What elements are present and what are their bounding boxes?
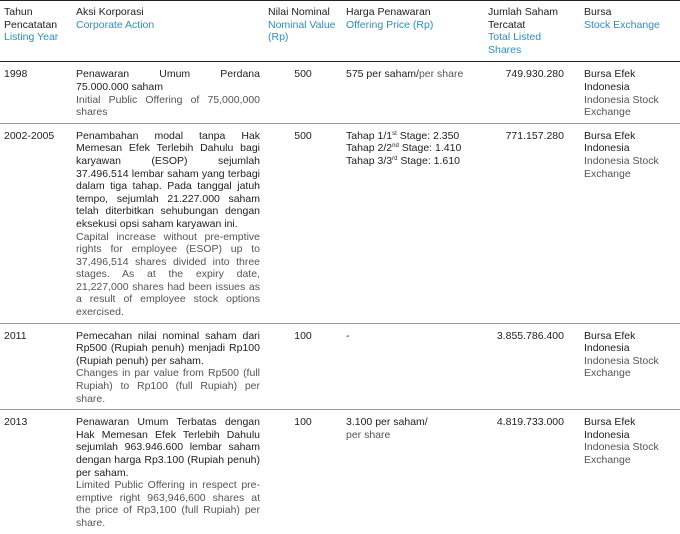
header-listed-shares: Jumlah Saham Tercatat Total Listed Shares (484, 1, 580, 62)
corporate-action: Penambahan modal tanpa Hak Memesan Efek Terlebih Dahulu bagi karyawan (ESOP) sejumlah 37.496.514 lembar saham yang terbagi dalam tiga tahap. Pada tanggal jatuh tempo, sejumlah 21.227.000 saham telah diterbitkan sehubungan dengan eksekusi opsi saham karyawan ini. Capital increase without pre-emptive rights for employee (ESOP) up to 37,496,514 shares divided into three stages. As at the expiry date, 21,227,000 shares had been issues as a result of employee stock options exercised. (72, 123, 264, 323)
listing-year: 2011 (0, 323, 72, 410)
corporate-action: Pemecahan nilai nominal saham dari Rp500 (Rupiah penuh) menjadi Rp100 (Rupiah penuh) per saham. Changes in par value from Rp500 (full Rupiah) to Rp100 (full Rupiah) per share. (72, 323, 264, 410)
table-header-row (0, 1, 680, 62)
listing-year: 2013 (4, 416, 28, 429)
table-row (0, 410, 680, 534)
header-stock-exchange: Bursa Stock Exchange (580, 1, 680, 62)
listing-year: 2002-2005 (0, 123, 72, 323)
stage-price: Tahap 3/3rd Stage: 1.610 (346, 154, 460, 167)
stock-exchange: Bursa Efek Indonesia Indonesia Stock Exchange (584, 416, 659, 466)
listed-shares: 4.819.733.000 (496, 416, 564, 429)
nominal-value: 500 (264, 62, 342, 123)
stock-exchange: Bursa Efek Indonesia Indonesia Stock Exchange (580, 123, 680, 323)
offering-price: 3.100 per saham/ per share (346, 416, 428, 441)
listed-shares: 749.930.280 (484, 62, 580, 123)
stock-exchange: Bursa Efek Indonesia Indonesia Stock Exchange (580, 323, 680, 410)
header-offering-price: Harga Penawaran Offering Price (Rp) (342, 1, 484, 62)
header-corporate-action: Aksi Korporasi Corporate Action (72, 1, 264, 62)
nominal-value: 100 (294, 416, 312, 429)
nominal-value: 100 (264, 323, 342, 410)
header-year: Tahun Pencatatan Listing Year (0, 1, 72, 62)
table-row (0, 123, 680, 323)
table-row (0, 62, 680, 123)
nominal-value: 500 (264, 123, 342, 323)
offering-price: - (342, 323, 484, 410)
listed-shares: 3.855.786.400 (484, 323, 580, 410)
header-nominal-value: Nilai Nominal Nominal Value (Rp) (264, 1, 342, 62)
stage-price: Tahap 2/2nd Stage: 1.410 (346, 142, 462, 155)
corporate-action: Penawaran Umum Perdana 75.000.000 saham Initial Public Offering of 75,000,000 shares (72, 62, 264, 123)
listing-year: 1998 (0, 62, 72, 123)
stock-exchange: Bursa Efek Indonesia Indonesia Stock Exchange (580, 62, 680, 123)
offering-price: 575 per saham/per share (342, 62, 484, 123)
corporate-action: Penawaran Umum Terbatas dengan Hak Memesan Efek Terlebih Dahulu sejumlah 963.946.600 lembar saham dengan harga Rp3.100 (Rupiah penuh) per saham. Limited Public Offering in respect pre-emptive right 963,946,600 shares at the price of Rp3,100 (full Rupiah) per share. (76, 416, 260, 529)
offering-price (342, 123, 484, 323)
listed-shares: 771.157.280 (484, 123, 580, 323)
stage-price: Tahap 1/1st Stage: 2.350 (346, 129, 460, 142)
table-row (0, 323, 680, 410)
